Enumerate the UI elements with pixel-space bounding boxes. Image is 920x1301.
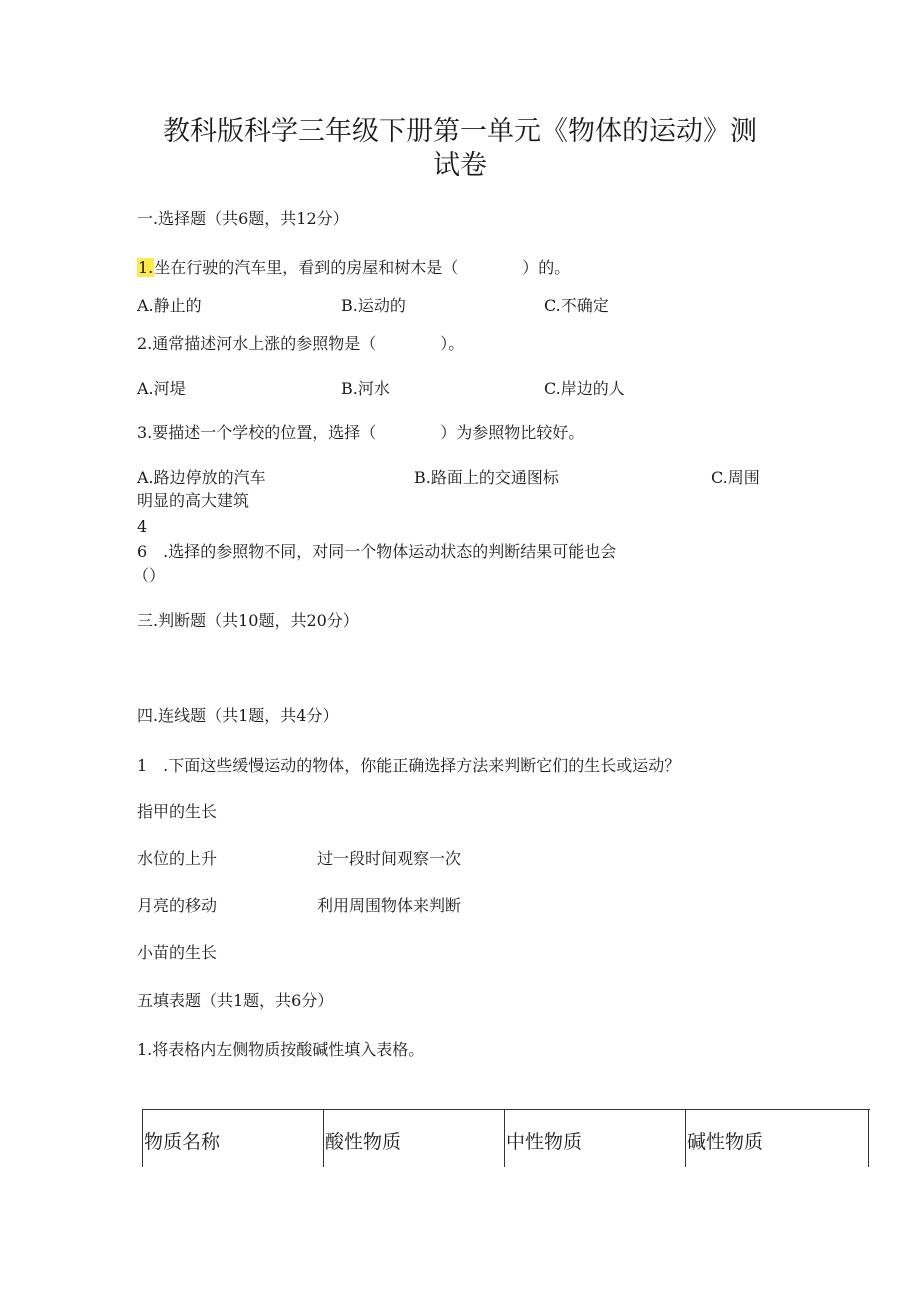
- table-divider: [868, 1110, 869, 1167]
- q2-option-b: B.河水: [341, 379, 390, 398]
- q3-option-b: B.路面上的交通图标: [414, 468, 559, 487]
- q1-option-c: C.不确定: [544, 296, 609, 315]
- match-left-item: 水位的上升: [137, 849, 218, 868]
- q3-option-c: C.周围: [711, 468, 760, 487]
- page-title-line1: 教科版科学三年级下册第一单元《物体的运动》测: [163, 116, 757, 147]
- table-divider: [323, 1110, 324, 1167]
- q2-option-c: C.岸边的人: [544, 379, 625, 398]
- q1-option-b: B.运动的: [341, 296, 406, 315]
- match-left-item: 小苗的生长: [137, 943, 218, 962]
- question-1-number: 1.: [138, 258, 154, 277]
- table-divider: [142, 1110, 143, 1167]
- stray-number: 4: [137, 517, 148, 536]
- question-2: 2.通常描述河水上涨的参照物是（ ）。: [137, 334, 465, 353]
- table-divider: [685, 1110, 686, 1167]
- section1-header: 一.选择题（共6题，共12分）: [137, 209, 349, 228]
- q1-option-a: A.静止的: [137, 296, 202, 315]
- question-1: [137, 257, 570, 279]
- table-header-neutral: 中性物质: [506, 1131, 583, 1153]
- table-header-name: 物质名称: [144, 1131, 221, 1153]
- section3-header: 三.判断题（共10题，共20分）: [137, 611, 359, 630]
- match-left-item: 月亮的移动: [137, 896, 218, 915]
- acidity-table: [142, 1109, 870, 1167]
- section5-question-1: 1.将表格内左侧物质按酸碱性填入表格。: [137, 1040, 425, 1059]
- table-header-alkaline: 碱性物质: [687, 1131, 764, 1153]
- match-right-item: 过一段时间观察一次: [317, 849, 462, 868]
- question-3: 3.要描述一个学校的位置，选择（ ）为参照物比较好。: [137, 423, 585, 442]
- table-divider: [504, 1110, 505, 1167]
- question-1-text: 坐在行驶的汽车里，看到的房屋和树木是（ ）的。: [154, 258, 571, 277]
- q3-option-c-continued: 明显的高大建筑: [137, 491, 250, 510]
- match-right-item: 利用周围物体来判断: [317, 896, 462, 915]
- section4-header: 四.连线题（共1题，共4分）: [137, 706, 339, 725]
- q3-option-a: A.路边停放的汽车: [137, 468, 266, 487]
- section5-header: 五填表题（共1题，共6分）: [137, 991, 334, 1010]
- table-header-acidic: 酸性物质: [325, 1131, 402, 1153]
- section4-question-1: 1 .下面这些缓慢运动的物体，你能正确选择方法来判断它们的生长或运动？: [137, 756, 681, 775]
- q2-option-a: A.河堤: [137, 379, 186, 398]
- question-6: 6 .选择的参照物不同，对同一个物体运动状态的判断结果可能也会: [137, 542, 617, 561]
- question-6-paren: （）: [133, 566, 166, 585]
- page-title-line2: 试卷: [433, 150, 487, 181]
- match-left-item: 指甲的生长: [137, 802, 218, 821]
